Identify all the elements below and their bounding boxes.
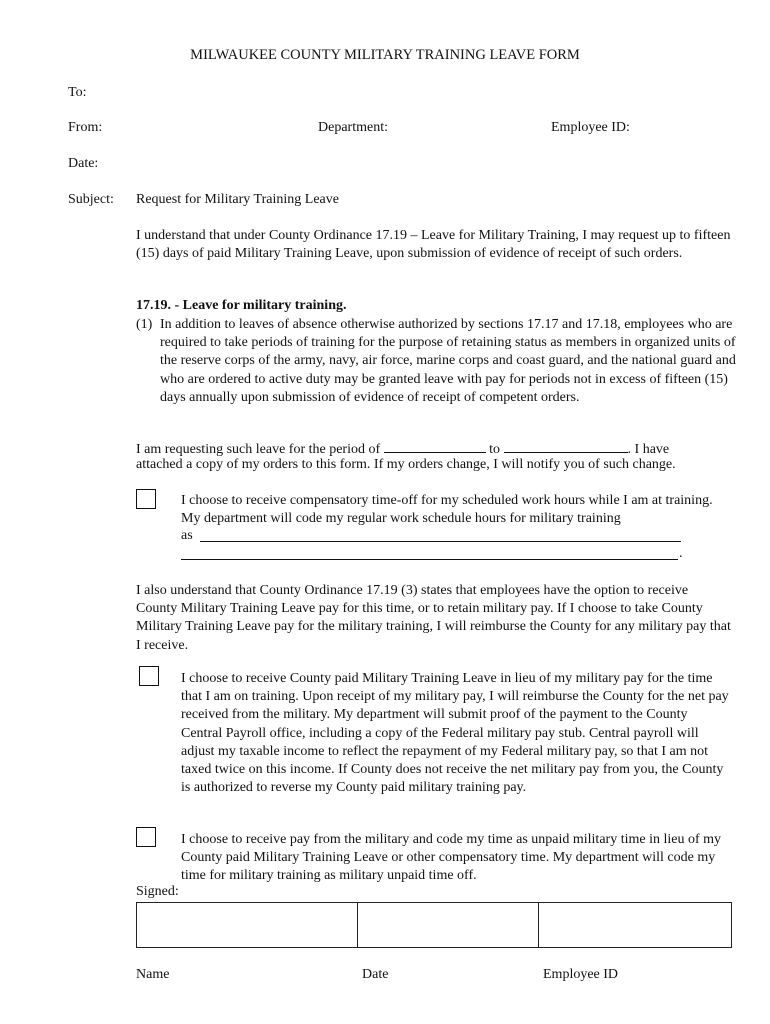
option-compensatory-checkbox[interactable] — [136, 489, 156, 509]
signature-name-cell[interactable] — [137, 903, 358, 947]
signature-table — [136, 902, 732, 948]
date-label: Date: — [68, 156, 99, 171]
intro-paragraph: I understand that under County Ordinance 17.19 – Leave for Military Training, I may request up to fifteen (15) days of paid Military Training Leave, upon submission of evidence of receipt of such orders. — [136, 228, 731, 262]
option-military-pay-text: I choose to receive pay from the military and code my time as unpaid military time in lieu of my County paid Military Training Leave or other compensatory time. My department will code my time for military training as military unpaid time off. — [181, 832, 722, 884]
request-text-3: . I have — [627, 442, 670, 457]
ordinance-heading: 17.19. - Leave for military training. — [136, 298, 347, 313]
employee-id-label: Employee ID: — [551, 120, 630, 135]
option-compensatory-text: I choose to receive compensatory time-off for my scheduled work hours while I am at training. My department will code my regular work schedule hours for military training — [181, 493, 713, 527]
to-label: To: — [68, 85, 87, 100]
schedule-hours-field-2[interactable] — [181, 559, 678, 560]
request-text-2: to — [489, 442, 501, 457]
subject-value: Request for Military Training Leave — [136, 192, 339, 207]
period-end-field[interactable] — [504, 439, 628, 453]
department-label: Department: — [318, 120, 388, 135]
form-title: MILWAUKEE COUNTY MILITARY TRAINING LEAVE FORM — [190, 47, 580, 63]
option-county-pay-text: I choose to receive County paid Military Training Leave in lieu of my military pay for the time that I am on training. Upon receipt of my military pay, I will reimburse the County for the net pay received from the military. My department will submit proof of the payment to the County Central Payroll office, including a copy of the Federal military pay stub. Central payroll will adjust my taxable income to reflect the repayment of my Federal military pay, so that I am not taxed twice on this income. If County does not receive the net military pay from you, the County is authorized to reverse my County paid military training pay. — [181, 671, 729, 796]
signature-employee-id-cell[interactable] — [539, 903, 731, 947]
ordinance-item — [136, 316, 736, 407]
period-start-field[interactable] — [384, 439, 486, 453]
request-text-1: I am requesting such leave for the period of — [136, 442, 381, 457]
signature-date-label: Date — [362, 967, 389, 982]
subject-label: Subject: — [68, 192, 114, 207]
option-military-pay-checkbox[interactable] — [136, 827, 156, 847]
request-line-1 — [136, 439, 669, 458]
option-compensatory-period: . — [679, 546, 683, 561]
option-compensatory-as-label: as — [181, 528, 193, 543]
option-county-pay-checkbox[interactable] — [139, 666, 159, 686]
signed-label: Signed: — [136, 884, 179, 899]
signature-name-label: Name — [136, 967, 170, 982]
schedule-hours-field-1[interactable] — [200, 541, 681, 542]
from-label: From: — [68, 120, 103, 135]
signature-employee-id-label: Employee ID — [543, 967, 619, 982]
request-line-2: attached a copy of my orders to this form. If my orders change, I will notify you of such change. — [136, 457, 676, 472]
signature-date-cell[interactable] — [358, 903, 539, 947]
understand-paragraph: I also understand that County Ordinance 17.19 (3) states that employees have the option to receive County Military Training Leave pay for this time, or to retain military pay. If I choose to take County Military Training Leave pay for the military training, I will reimburse the County for any military pay that I receive. — [136, 583, 731, 653]
ordinance-item-text: In addition to leaves of absence otherwise authorized by sections 17.17 and 17.18, employees who are required to take periods of training for the purpose of retaining status as members in organized units of the reserve corps of the army, navy, air force, marine corps and coast guard, and the national guard and who are ordered to active duty may be granted leave with pay for periods not in excess of fifteen (15) days annually upon submission of evidence of receipt of competent orders. — [160, 317, 736, 405]
ordinance-item-number: (1) — [136, 317, 153, 332]
